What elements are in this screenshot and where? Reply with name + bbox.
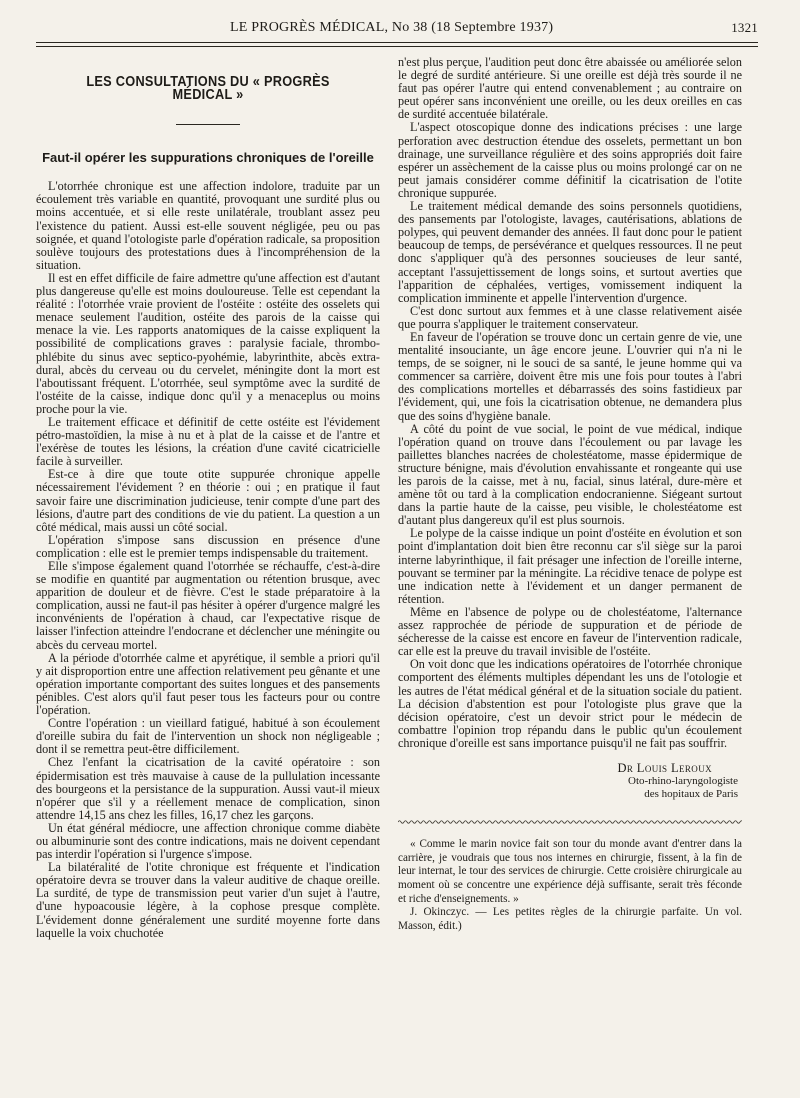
wavy-divider [398,819,742,825]
quote-text: « Comme le marin novice fait son tour du monde avant d'entrer dans la carrière, je voudrais que tous nos internes en chirurgie, fissent, à la fin de leur internat, le tour des services de chirurgie. Cette croisière chirurgicale au moment où se concentre une expérience déjà suffisante, serait très féconde et riche d'enseignements. » [398,838,742,905]
paragraph: Elle s'impose également quand l'otorrhée se réchauffe, c'est-à-dire se modifie en quantité par augmentation ou rétention brusque, avec apparition de douleur et de fièvre. C'est le stade préparatoire à la complication, aussi ne faut-il pas hésiter à opérer d'urgence malgré les inconvénients de l'opération à chaud, car l'expectative risque de laisser l'infection atteindre l'endocrane et déclencher une méningite ou abcès du cerveau mortel. [36,559,380,652]
paragraph: A la période d'otorrhée calme et apyrétique, il semble a priori qu'il y ait disproportion entre une affection relativement peu gênante et une opération importante comportant des suites longues et des pansements pénibles. C'est alors qu'il faut peser tous les facteurs pour ou contre l'opération. [36,650,380,718]
quote-source: J. Okinczyc. — Les petites règles de la chirurgie parfaite. Un vol. Masson, édit.) [398,906,742,932]
author-name: Dr Louis Leroux [617,760,712,775]
page-number: 1321 [731,20,758,35]
paragraph: Il est en effet difficile de faire admettre qu'une affection est d'autant plus dangereuse qu'elle est moins douloureuse. Telle est cependant la réalité : l'otorrhée vraie provient de l'ostéite : ostéite des osselets qui menace seulement l'audition, ostéite des parois de la caisse qui menace la vie. Les rapports anatomiques de la caisse expliquent la possibilité de complications graves : paralysie faciale, thrombo-phlébite du sinus avec septico-pyohémie, labyrinthite, abcès extra-dural, abcès du cerveau ou du cervelet, méningite dont la mort est l'aboutissant fréquent. L'otorrhée, seul symptôme avec la surdité de l'ostéite de la caisse, indique donc qu'il y a menaceplus ou moins proche pour la vie. [36,270,380,416]
paragraph: Contre l'opération : un vieillard fatigué, habitué à son écoulement d'oreille subira du fait de l'intervention un shock non négligeable ; dont il se remettra peut-être difficilement. [36,716,380,757]
paragraph: Le traitement efficace et définitif de cette ostéite est l'évidement pétro-mastoïdien, la mise à nu et à plat de la caisse et de l'antre et l'exérèse de toutes les lésions, la création d'une cavité cicatricielle facile à surveiller. [36,414,380,469]
paragraph: En faveur de l'opération se trouve donc un certain genre de vie, une mentalité insouciante, un âge encore jeune. L'ouvrier qui n'a ni le temps, de se soigner, ni le souci de sa santé, le jeune homme qui va commencer sa carrière, doivent être mis une fois pour toutes à l'abri des complications mortelles et débarrassés des soins fastidieux par l'évidement, qui, une fois la cicatrisation obtenue, ne demandera plus que des soins d'hygiène banale. [398,329,742,423]
paragraph: Même en l'absence de polype ou de cholestéatome, l'alternance assez rapprochée de période de suppuration et de période de sécheresse de la caisse est encore en faveur de l'intervention radicale, car elle est la preuve du travail invisible de l'ostéite. [398,604,742,659]
paragraph: Un état général médiocre, une affection chronique comme diabète ou albuminurie sont des contre indications, mais ne doivent cependant pas interdir l'opération si l'urgence s'impose. [36,820,380,862]
paragraph: Chez l'enfant la cicatrisation de la cavité opératoire : son épidermisation est très mauvaise à cause de la pullulation incessante des bourgeons et la persistance de la suppuration. Aussi vaut-il mieux n'opérer que s'il y a réellement menace de complication, sinon attendre 14,15 ans chez les filles, 16,17 chez les garçons. [36,755,380,822]
short-divider [176,124,240,125]
header-rule [36,42,758,47]
section-title: LES CONSULTATIONS DU « PROGRÈS MÉDICAL » [86,74,330,104]
author-affiliation: des hopitaux de Paris [644,788,738,801]
running-header [36,20,758,38]
right-column [398,56,742,1086]
paragraph: n'est plus perçue, l'audition peut donc être abaissée ou améliorée selon le degré de surdité antérieure. Si une oreille est déjà très sourde il ne faut pas opérer l'autre qui entend convenablement ; au contraire on peut opérer sans inconvénient une oreille, ou les deux oreilles en cas de surdité accentuée bilatérale. [398,56,742,122]
paragraph: Le traitement médical demande des soins personnels quotidiens, des pansements par l'otologiste, lavages, cautérisations, ablations de polypes, qui peuvent demander des années. Il faut donc pour le patient beaucoup de temps, de persévérance et quelques ressources. Il ne peut donc s'appliquer qu'à des personnes soucieuses de leur santé, acceptant l'assujettissement de longs soins, et surtout averties que l'apparition de céphalées, vertiges, vomissement indiquent la complication imminente et appelle l'intervention d'urgence. [398,199,742,305]
paragraph: L'opération s'impose sans discussion en présence d'une complication : elle est le premier temps indispensable du traitement. [36,532,380,560]
author-signature [398,762,742,775]
paragraph: Le polype de la caisse indique un point d'ostéite en évolution et son point d'implantation doit bien être reconnu car s'il siège sur la paroi interne labyrinthique, il fait présager une infection de l'oreille interne, pouvant se terminer par la méningite. La récidive tenace de polype est une indication nette à l'évidement et un danger permanent de rétention. [398,526,742,606]
paragraph: La bilatéralité de l'otite chronique est fréquente et l'indication opératoire devra se trouver dans la valeur auditive de chaque oreille. La surdité, de type de transmission peut varier d'un sujet à l'autre, d'une hypoacousie légère, à la cophose presque complète. L'évidement donne généralement une surdité moyenne forte dans laquelle la voix chuchotée [36,860,380,940]
journal-title: LE PROGRÈS MÉDICAL, No 38 (18 Septembre 1937) [230,20,554,35]
author-title: Oto-rhino-laryngologiste [628,775,738,788]
paragraph: L'aspect otoscopique donne des indications précises : une large perforation avec destruction étendue des osselets, permettant un bon drainage, une surveillance régulière et des soins appropriés doit faire espérer un assèchement de la caisse plus ou moins prolongé car on ne peut jamais considérer comme définitif la cicatrisation de l'otite chronique suppurée. [398,120,742,200]
paragraph: L'otorrhée chronique est une affection indolore, traduite par un écoulement très variable en quantité, provoquant une surdité plus ou moins accentuée, et si elle reste unilatérale, troublant assez peu l'existence du patient. Aussi est-elle souvent négligée, peu ou pas soignée, et quand l'otologiste parle d'opération radicale, sa proposition soulève toujours des protestations dues à l'incompréhension de la situation. [36,179,380,272]
article-title: Faut-il opérer les suppurations chroniques de l'oreille [42,150,374,166]
paragraph: A côté du point de vue social, le point de vue médical, indique l'opération quand on trouve dans l'écoulement ou par lavage les paillettes blanches nacrées de cholestéatome, masse épidermique de structure bénigne, mais d'évolution envahissante et rongeante qui use les parois de la caisse, met à nu, facial, sinus latéral, dure-mère et amène tôt ou tard à la complication endocranienne. Siégeant surtout dans la partie haute de la caisse, peu visible, le cholestéatome est d'autant plus dangereux qu'il est plus sournois. [398,421,742,528]
paragraph: On voit donc que les indications opératoires de l'otorrhée chronique comportent des éléments multiples dépendant les uns de l'otologie et les autres de l'état médical général et de la situation sociale du patient. La décision d'abstention est pour l'otologiste plus grave que la décision opératoire, c'est un devoir strict pour le médecin de combattre l'opinion trop répandu dans le public qu'un écoulement chronique d'oreille est sans importance puisqu'il ne fait pas souffrir. [398,657,742,750]
paragraph: C'est donc surtout aux femmes et à une classe relativement aisée que pourra s'appliquer le traitement conservateur. [398,303,742,331]
left-column [36,56,380,1086]
paragraph: Est-ce à dire que toute otite suppurée chronique appelle nécessairement l'évidement ? en théorie : oui ; en pratique il faut savoir faire une discrimination judicieuse, tenir compte d'une part des lésions, d'autre part des conditions de vie du patient. La question a un côté médical, mais aussi un côté social. [36,467,380,534]
